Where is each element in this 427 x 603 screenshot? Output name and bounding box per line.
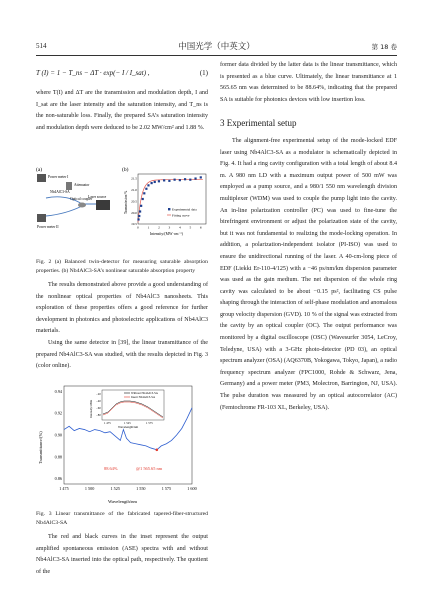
fig3-annotation-wavelength: @1 565.65 nm [136,466,163,471]
inset-ytick: −40 [96,399,101,403]
fig2b-data-point [194,177,196,179]
fig3-xtick: 1 550 [136,486,146,491]
fig2b-xtick: 3 [168,225,171,230]
fig2b-data-point [147,184,149,186]
fig2b-data-point [200,176,202,178]
inset-ytick: −80 [96,413,101,417]
fig2b-data-point [151,182,153,184]
equation-text: T (I) = 1 − T_ns − ΔT · exp(− I / I_sat) , [36,69,150,77]
fig3-ytick: 0.92 [54,410,62,416]
fig2a-label: Laser source [88,195,107,199]
fig2b-plot [124,174,206,236]
fig2b-legend-fit: Fitting curve [172,213,190,218]
fig3-inset [89,390,164,429]
fig2a-label: Nb4AlC3-SA [50,190,70,194]
inset-xlabel: Wavelength/nm [118,425,139,429]
fig2b-panel-label: (b) [122,167,129,173]
fig3-ytick: 0.94 [54,388,62,394]
figure-2-caption [36,258,208,276]
fiber-line [46,206,82,216]
inset-legend-without: Without Nb4AlC3-SA [131,391,158,396]
fig2b-data-point [143,192,145,194]
inset-ytick: −20 [96,392,101,396]
fig2a-label: Optical coupler [70,197,93,201]
fig2b-data-point [163,179,165,181]
fig2b-data-point [137,218,139,220]
section-heading: 3 Experimental setup [220,118,297,129]
figure-2 [36,164,208,256]
fig2b-data-point [140,205,142,207]
fig2b-data-point [138,215,140,217]
volume-label: 第 18 卷 [371,43,397,51]
fig2-caption-text: Fig. 2 (a) Balanced twin-detector for measuring saturable absorption properties. (b) Nb4AlC3-SA’s nonlinear saturable absorption property [36,259,208,274]
fig2b-data-point [179,179,181,181]
figure-3-caption [36,510,208,528]
left-column-2 [36,280,208,373]
inset-ytick: −60 [96,406,101,410]
equation-number: (1) [199,69,208,77]
legend-marker-data [168,208,170,210]
inset-xtick: 1 525 [124,421,131,425]
fig2b-data-point [139,210,141,212]
optical-coupler-icon [78,203,86,208]
fig3-annotation-value: 88.64% [104,466,118,471]
fig3-ylabel: Transmittance/(%) [38,431,43,464]
fig2b-xtick: 0 [137,225,139,230]
fig2b-xtick: 6 [199,225,202,230]
inset-ylabel: Intensity/dBm [89,399,93,418]
journal-title: 中国光学（中英文） [178,42,255,52]
fig2b-data-point [142,198,144,200]
fig2a-label: Power meter I [48,175,69,179]
fig2b-ytick: 21.0 [131,188,137,193]
attenuator-icon [66,182,72,190]
fig3-ytick: 0.90 [54,432,62,438]
fig2b-ytick: 20.0 [131,210,137,215]
fig3-caption-text: Fig. 3 Linear transmittance of the fabricated tapered-fiber-structured Nb4AlC3-SA [36,511,208,526]
running-header [36,40,397,54]
fig2b-ytick: 19.5 [131,222,137,227]
fig2a-label: Attenuator [74,183,90,187]
header-rule [36,55,397,56]
laser-source-icon [96,200,110,210]
fig2b-data-point [154,181,156,183]
fig3-xtick: 1 525 [110,486,120,491]
figure-3 [36,378,208,506]
inset-xtick: 1 575 [146,421,153,425]
fig2b-data-point [158,180,160,182]
fig2b-xlabel: Intensity/(MW·cm⁻²) [150,232,183,236]
fig2b-data-point [174,179,176,181]
fig3-ytick: 0.88 [54,454,62,460]
paragraph-left-4: The red and black curves in the inset represent the output amplified spontaneous emission (ASE) spectra with and without Nb4AlC3-SA inserted into the optical path, respectively. The quotient of the [36,534,208,575]
power-meter-2-icon [37,214,46,222]
fig2b-data-point [168,180,170,182]
left-column [36,62,208,134]
fig2b-ytick: 21.5 [131,176,137,181]
paragraph-right-1: former data divided by the latter data is the linear transmittance, which is presented as a blue curve. Ultimately, the linear transmittance at 1 565.65 nm was determined to be 88.64%, indicating that the prepared SA is suitable for photonics devices with low insertion loss. [220,62,397,103]
fig3-xlabel: Wavelength/nm [108,499,137,504]
power-meter-1-icon [37,174,46,182]
fig2b-data-point [189,179,191,181]
paragraph-left-1: where T(I) and ΔT are the transmission and modulation depth, I and I_sat are the laser intensity and the saturation intensity, and T_ns is the non-saturable loss. Finally, the prepared SA’s saturation intensity and modulation depth were deduced to be 2.02 MW/cm² and 1.88 %. [36,90,208,131]
equation-1 [36,62,208,88]
fig2a-schematic [37,174,110,229]
fig2a-label: Power meter II [37,225,59,229]
fig2b-xtick: 2 [158,225,160,230]
figure-3-graphic [36,378,208,506]
fig2b-xtick: 5 [189,225,192,230]
fig2b-data-point [184,178,186,180]
fig2b-data-point [145,188,147,190]
figure-2-graphic [36,164,208,256]
inset-xtick: 1 475 [104,421,111,425]
paragraph-left-3: Using the same detector in [39], the linear transmittance of the prepared Nb4AlC3-SA was studied, with the results depicted in Fig. 3 (color online). [36,339,208,370]
right-column [220,60,397,414]
fig2b-xtick: 1 [147,225,150,230]
paragraph-left-2: The results demonstrated above provide a good understanding of the nonlinear optical properties of Nb4AlC3 nanosheets. This exploration of these properties offers a good reference for further development in photonics and photoelectric applications of Nb4AlC3 materials. [36,282,208,335]
paragraph-right-2: The alignment-free experimental setup of the mode-locked EDF laser using Nb4AlC3-SA as a modulator is schematically depicted in Fig. 4. It had a ring cavity configuration with a total length of about 8.4 m. A 980 nm LD with a maximum output power of 500 mW was employed as a pump source, and a 980/1 550 nm wavelength division multiplexer (WDM) was used to couple the pump light into the cavity. An in-line polarization controller (PC) was used to fine-tune the birefringent environment or adjust the polarization state of the cavity, but it was not fundamental to realizing the mode-locking operation. In addition, a polarization-independent isolator (PI-ISO) was used to ensure the unidirectional running of the laser. A 40-cm-long piece of EDF (Liekki Er-110-4/125) with a −46 ps/nm/km dispersion parameter was used as the gain medium. The net dispersion of the whole ring cavity was calculated to be about −0.15 ps², facilitating CS pulse shaping through the interaction of self-phase modulation and anomalous group velocity dispersion (GVD). 10 % of the signal was extracted from the cavity by an optical coupler (OC). The output performance was monitored by a digital oscilloscope (OSC) (Wavesurfer 3054, LeCroy, Teledyne, USA) with a 3-GHz photo-detector (PD 03), an optical spectrum analyzer (OSA) (AQ6370B, Yokogawa, Tokyo, Japan), a radio frequency spectrum analyzer (FPC1000, Rohde & Schwarz, Jena, Germany) and a power meter (PM3, Molectron, Barrington, NJ, USA). The pulse duration was measured by an optical autocorrelator (AC) (Femtochrome FR-103 XL, Berkeley, USA). [220,137,397,411]
fig3-annotation-point [156,449,159,452]
fig3-ytick: 0.86 [54,476,62,482]
page-number: 514 [36,42,47,50]
fig2b-xtick: 4 [178,225,181,230]
fig2b-legend-data: Experimental data [172,207,197,212]
fig3-xtick: 1 575 [161,486,172,491]
fig3-xtick: 1 600 [187,486,197,491]
left-column-3 [36,532,208,578]
fig2b-ylabel: Transmission/% [124,190,128,214]
fig2a-panel-label: (a) [36,167,43,173]
fig3-xtick: 1 475 [59,486,69,491]
fig3-xtick: 1 500 [84,486,95,491]
inset-legend-insert: Insert Nb4AlC3-SA [131,395,156,400]
fig2b-ytick: 20.5 [131,199,137,204]
